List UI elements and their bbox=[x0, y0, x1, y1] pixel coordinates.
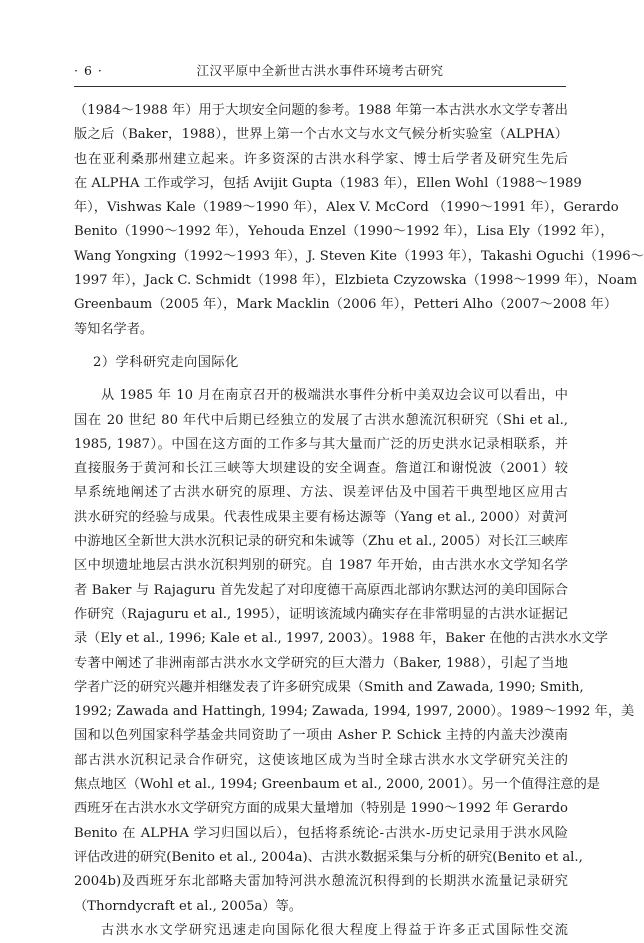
text-line: 洪水研究的经验与成果。代表性成果主要有杨达源等（Yang et al., 2000）对黄河 bbox=[74, 509, 568, 525]
text-line: Wang Yongxing（1992～1993 年），J. Steven Kite（1993 年），Takashi Oguchi（1996～ bbox=[74, 248, 644, 264]
text-line: 1992; Zawada and Hattingh, 1994; Zawada, 1994, 1997, 2000）。1989～1992 年，美 bbox=[74, 704, 635, 720]
text-line: 区中坝遗址地层古洪水沉积判别的研究。自 1987 年开始，由古洪水水文学知名学 bbox=[74, 558, 568, 574]
paragraph-internationalization bbox=[74, 384, 635, 919]
text-line: 部古洪水沉积记录合作研究，这使该地区成为当时全球古洪水水文学研究关注的 bbox=[74, 752, 568, 768]
running-title: 江汉平原中全新世古洪水事件环境考古研究 bbox=[196, 63, 444, 78]
paragraph-international-exchange bbox=[74, 919, 568, 943]
paragraph-alpha-lab bbox=[74, 99, 644, 342]
text-line: Greenbaum（2005 年），Mark Macklin（2006 年），Petteri Alho（2007～2008 年） bbox=[74, 297, 618, 313]
paragraph-gap bbox=[74, 342, 568, 351]
text-line: 从 1985 年 10 月在南京召开的极端洪水事件分析中美双边会议可以看出，中 bbox=[101, 388, 568, 404]
text-line: 在 ALPHA 工作或学习，包括 Avijit Gupta（1983 年），Ellen Wohl（1988～1989 bbox=[74, 175, 582, 191]
text-line: 年），Vishwas Kale（1989～1990 年），Alex V. McCord （1990～1991 年），Gerardo bbox=[74, 200, 619, 216]
text-line: 焦点地区（Wohl et al., 1994; Greenbaum et al., 2000, 2001）。另一个值得注意的是 bbox=[74, 777, 600, 793]
text-line: 者 Baker 与 Rajaguru 首先发起了对印度德干高原西北部讷尔默达河的美印国际合 bbox=[74, 582, 568, 598]
header-divider bbox=[74, 86, 566, 87]
page-header bbox=[74, 62, 566, 82]
text-line: 国在 20 世纪 80 年代中后期已经独立的发展了古洪水憩流沉积研究（Shi et al., bbox=[74, 412, 568, 428]
text-line: 录（Ely et al., 1996; Kale et al., 1997, 2003）。1988 年，Baker 在他的古洪水水文学 bbox=[74, 631, 608, 647]
text-line: 等知名学者。 bbox=[74, 321, 154, 337]
text-line: 国和以色列国家科学基金共同资助了一项由 Asher P. Schick 主持的内盖夫沙漠南 bbox=[74, 728, 568, 744]
text-line: Benito（1990～1992 年），Yehouda Enzel（1990～1992 年），Lisa Ely（1992 年）， bbox=[74, 224, 614, 240]
text-line: Benito 在 ALPHA 学习归国以后），包括将系统论-古洪水-历史记录用于洪水风险 bbox=[74, 825, 568, 841]
paragraph-gap bbox=[74, 375, 568, 384]
text-line: 学者广泛的研究兴趣并相继发表了许多研究成果（Smith and Zawada, 1990; Smith, bbox=[74, 679, 584, 695]
text-line: 专著中阐述了非洲南部古洪水水文学研究的巨大潜力（Baker, 1988），引起了当地 bbox=[74, 655, 568, 671]
text-line: 2004b)及西班牙东北部略夫雷加特河洪水憩流沉积得到的长期洪水流量记录研究 bbox=[74, 874, 568, 890]
text-line: 也在亚利桑那州建立起来。许多资深的古洪水科学家、博士后学者及研究生先后 bbox=[74, 151, 568, 167]
text-line: 1997 年），Jack C. Schmidt（1998 年），Elzbieta Czyzowska（1998～1999 年），Noam bbox=[74, 273, 638, 289]
text-line: 作研究（Rajaguru et al., 1995），证明该流域内确实存在非常明显的古洪水证据记 bbox=[74, 606, 568, 622]
text-line: （1984～1988 年）用于大坝安全问题的参考。1988 年第一本古洪水水文学专著出 bbox=[74, 103, 568, 118]
text-line: 直接服务于黄河和长江三峡等大坝建设的安全调查。詹道江和谢悦波（2001）较 bbox=[74, 461, 568, 477]
text-line: 评估改进的研究(Benito et al., 2004a)、古洪水数据采集与分析的研究(Benito et al., bbox=[74, 849, 583, 865]
text-line: （Thorndycraft et al., 2005a）等。 bbox=[74, 898, 302, 914]
text-line: 中游地区全新世大洪水沉积记录的研究和朱诚等（Zhu et al., 2005）对长江三峡库 bbox=[74, 534, 568, 550]
text-line: 1985, 1987）。中国在这方面的工作多与其大量而广泛的历史洪水记录相联系，并 bbox=[74, 436, 568, 452]
page-number: · 6 · bbox=[74, 63, 103, 78]
text-line: 古洪水水文学研究迅速走向国际化很大程度上得益于许多正式国际性交流 bbox=[101, 922, 568, 938]
body-text bbox=[74, 99, 644, 943]
text-line: 西班牙在古洪水水文学研究方面的成果大量增加（特别是 1990～1992 年 Gerardo bbox=[74, 801, 568, 817]
text-line: 版之后（Baker，1988），世界上第一个古水文与水文气候分析实验室（ALPHA） bbox=[74, 127, 568, 143]
section-heading: 2）学科研究走向国际化 bbox=[93, 354, 239, 370]
text-line: 早系统地阐述了古洪水研究的原理、方法、误差评估及中国若干典型地区应用古 bbox=[74, 485, 568, 501]
